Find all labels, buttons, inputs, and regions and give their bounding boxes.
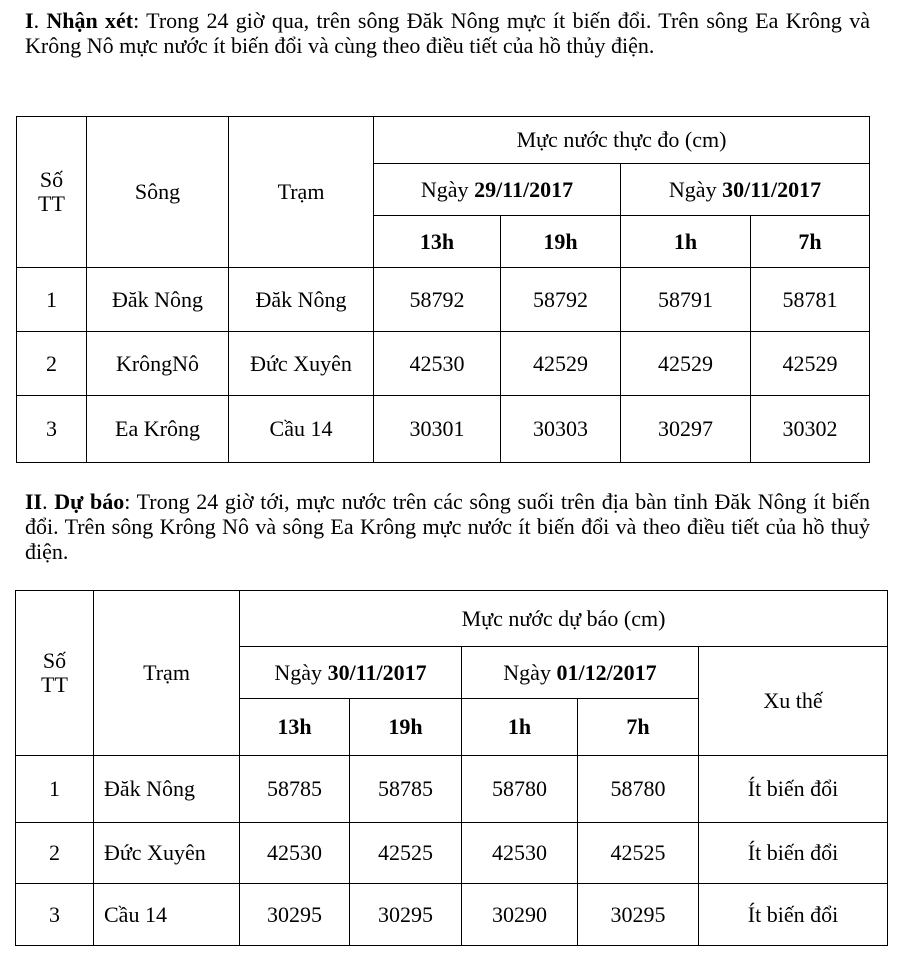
header-hour: 7h: [751, 216, 870, 268]
cell-trend: Ít biến đổi: [699, 756, 888, 823]
cell-value: 30297: [621, 396, 751, 463]
header-day-1: Ngày 29/11/2017: [374, 164, 621, 216]
section-text: : Trong 24 giờ tới, mực nước trên các sông suối trên địa bàn tỉnh Đăk Nông ít biến đổi. Trên sông Krông Nô và sông Ea Krông mực nước ít biến đổi và theo điều tiết của hồ thuỷ điện.: [25, 489, 871, 564]
cell-value: 30295: [578, 884, 699, 946]
header-hour: 13h: [374, 216, 501, 268]
header-trend: Xu thế: [699, 647, 888, 756]
section-number: II: [25, 489, 43, 514]
header-day-1: Ngày 30/11/2017: [240, 647, 462, 699]
section-observation: I. Nhận xét: Trong 24 giờ qua, trên sông Đăk Nông mực ít biến đổi. Trên sông Ea Krông và Krông Nô mực nước ít biến đổi và cùng theo điều tiết của hồ thủy điện.: [25, 8, 871, 58]
cell-stt: 1: [17, 268, 87, 332]
header-group-observed: Mực nước thực đo (cm): [374, 117, 870, 164]
cell-value: 58791: [621, 268, 751, 332]
table-row: [16, 884, 888, 946]
cell-value: 42525: [350, 823, 462, 884]
cell-tram: Đức Xuyên: [94, 823, 240, 884]
cell-tram: Đức Xuyên: [229, 332, 374, 396]
cell-value: 30295: [240, 884, 350, 946]
cell-value: 30301: [374, 396, 501, 463]
cell-value: 30295: [350, 884, 462, 946]
cell-stt: 1: [16, 756, 94, 823]
table-row: [16, 823, 888, 884]
table-row: [17, 332, 870, 396]
header-group-forecast: Mực nước dự báo (cm): [240, 591, 888, 647]
cell-stt: 3: [16, 884, 94, 946]
cell-value: 58785: [350, 756, 462, 823]
cell-value: 42529: [501, 332, 621, 396]
header-stt: Số TT: [16, 591, 94, 756]
observed-water-level-table: [16, 116, 870, 463]
cell-value: 42530: [374, 332, 501, 396]
cell-value: 30290: [462, 884, 578, 946]
forecast-water-level-table: [15, 590, 888, 946]
section-title: Nhận xét: [46, 8, 134, 33]
cell-song: KrôngNô: [87, 332, 229, 396]
header-day-2: Ngày 30/11/2017: [621, 164, 870, 216]
header-hour: 19h: [501, 216, 621, 268]
cell-stt: 2: [16, 823, 94, 884]
header-hour: 13h: [240, 699, 350, 756]
table-row: [17, 396, 870, 463]
cell-value: 42530: [462, 823, 578, 884]
table-row: [17, 268, 870, 332]
cell-value: 58780: [578, 756, 699, 823]
cell-tram: Đăk Nông: [229, 268, 374, 332]
header-hour: 19h: [350, 699, 462, 756]
header-day-2: Ngày 01/12/2017: [462, 647, 699, 699]
cell-tram: Đăk Nông: [94, 756, 240, 823]
section-number: I: [25, 8, 34, 33]
table-row: [16, 756, 888, 823]
header-tram: Trạm: [229, 117, 374, 268]
cell-value: 42529: [751, 332, 870, 396]
cell-trend: Ít biến đổi: [699, 823, 888, 884]
cell-tram: Cầu 14: [229, 396, 374, 463]
section-forecast: II. Dự báo: Trong 24 giờ tới, mực nước trên các sông suối trên địa bàn tỉnh Đăk Nông ít biến đổi. Trên sông Krông Nô và sông Ea Krông mực nước ít biến đổi và theo điều tiết của hồ thuỷ điện.: [25, 489, 871, 564]
cell-value: 30303: [501, 396, 621, 463]
cell-value: 58792: [374, 268, 501, 332]
header-tram: Trạm: [94, 591, 240, 756]
cell-value: 58780: [462, 756, 578, 823]
cell-stt: 2: [17, 332, 87, 396]
header-song: Sông: [87, 117, 229, 268]
section-text: : Trong 24 giờ qua, trên sông Đăk Nông mực ít biến đổi. Trên sông Ea Krông và Krông Nô mực nước ít biến đổi và cùng theo điều tiết của hồ thủy điện.: [25, 8, 871, 58]
cell-value: 42529: [621, 332, 751, 396]
cell-trend: Ít biến đổi: [699, 884, 888, 946]
cell-tram: Cầu 14: [94, 884, 240, 946]
cell-song: Ea Krông: [87, 396, 229, 463]
cell-value: 42525: [578, 823, 699, 884]
cell-value: 42530: [240, 823, 350, 884]
cell-song: Đăk Nông: [87, 268, 229, 332]
cell-value: 58781: [751, 268, 870, 332]
header-hour: 7h: [578, 699, 699, 756]
cell-stt: 3: [17, 396, 87, 463]
header-stt: Số TT: [17, 117, 87, 268]
cell-value: 58792: [501, 268, 621, 332]
cell-value: 30302: [751, 396, 870, 463]
cell-value: 58785: [240, 756, 350, 823]
header-hour: 1h: [621, 216, 751, 268]
header-hour: 1h: [462, 699, 578, 756]
section-title: Dự báo: [54, 489, 125, 514]
